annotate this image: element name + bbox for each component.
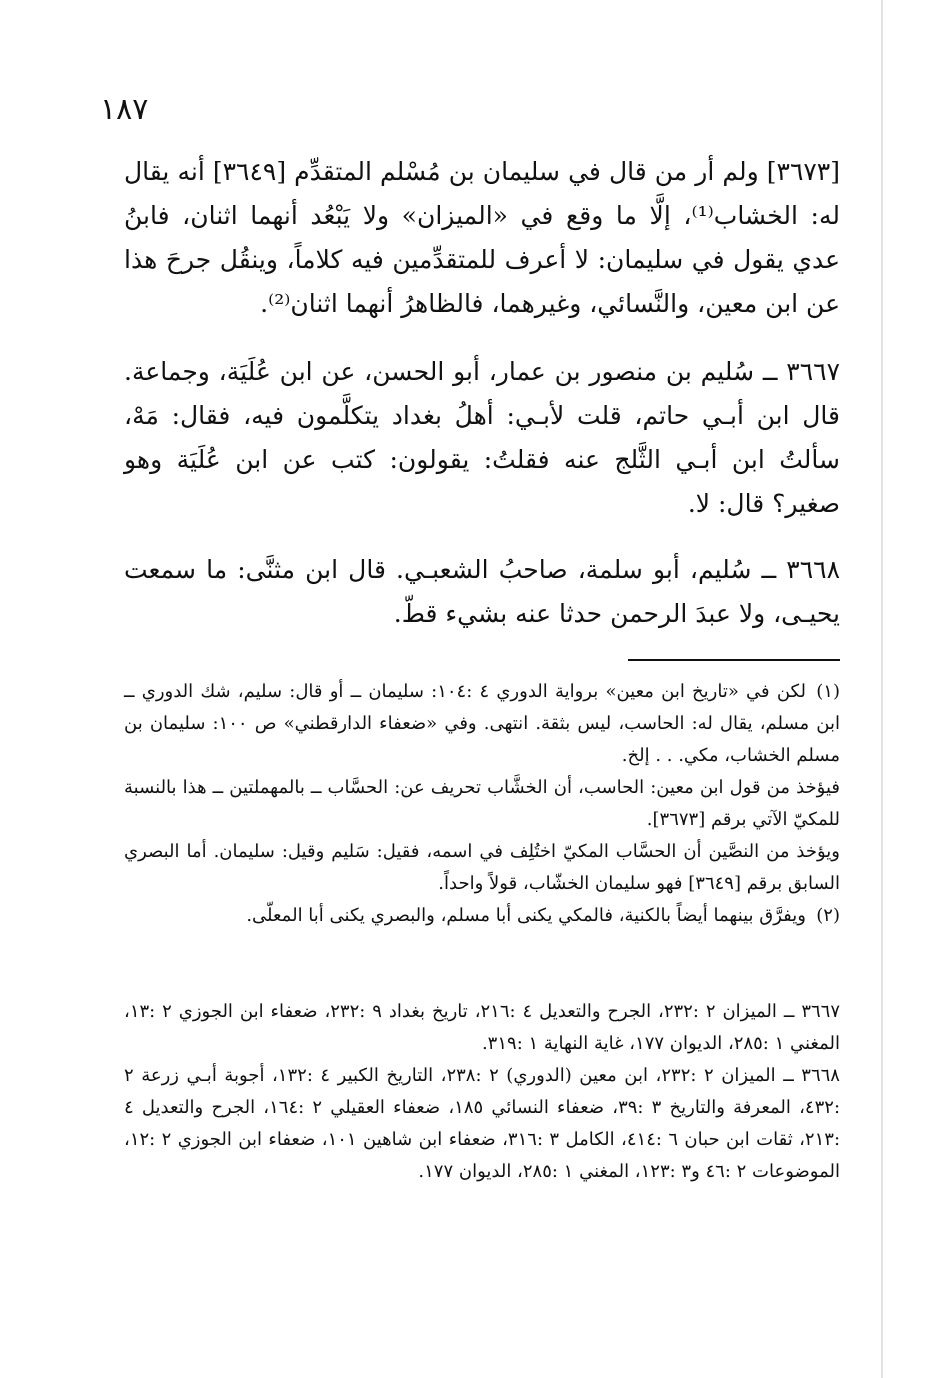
entry-paragraph: ٣٦٦٧ ــ سُليم بن منصور بن عمار، أبو الحسن، عن ابن عُلَيَة، وجماعة. قال ابن أبـي حاتم، قلت لأبـي: أهلُ بغداد يتكلَّمون فيه، فقال: مَهْ، سألتُ ابن أبـي الثَّلج عنه فقلتُ: يقولون: كتب عن ابن عُلَيَة وهو صغير؟ قال: لا.: [124, 357, 840, 518]
footnote-1-cont: فيؤخذ من قول ابن معين: الحاسب، أن الخشَّاب تحريف عن: الحسَّاب ــ بالمهملتين ــ هذا بالنسبة للمكيّ الآتي برقم [٣٦٧٣].: [124, 777, 840, 830]
footnote-text: ويفرَّق بينهما أيضاً بالكنية، فالمكي يكنى أبا مسلم، والبصري يكنى أبا المعلّى.: [246, 905, 806, 926]
source-3667: ٣٦٦٧ ــ الميزان ٢ :٢٣٢، الجرح والتعديل ٤ :٢١٦، تاريخ بغداد ٩ :٢٣٢، ضعفاء ابن الجوزي ٢ :١٣، المغني ١ :٢٨٥، الديوان ١٧٧، غاية النهاية ١ :٣١٩.: [124, 1001, 840, 1054]
main-entry-3667: [124, 350, 840, 526]
entry-paragraph: ٣٦٦٨ ــ سُليم، أبو سلمة، صاحبُ الشعبـي. قال ابن مثنَّى: ما سمعت يحيـى، ولا عبدَ الرحمن حدثا عنه بشيء قطّ.: [124, 555, 840, 628]
page-number: ١٨٧: [100, 92, 149, 127]
main-entry-3668: [124, 548, 840, 636]
footnote-1: [124, 676, 840, 772]
footnote-separator: [628, 659, 840, 661]
footnote-marker: (١): [816, 681, 840, 702]
sources-block: [124, 996, 840, 1188]
entry-paragraph: [٣٦٧٣] ولم أر من قال في سليمان بن مُسْلم المتقدِّم [٣٦٤٩] أنه يقال له: الخشاب⁽¹⁾، إلَّا ما وقع في «الميزان» ولا يَبْعُد أنهما اثنان، فابنُ عدي يقول في سليمان: لا أعرف للمتقدِّمين فيه كلاماً، وينقُل جرحَ هذا عن ابن معين، والنَّسائي، وغيرهما، فالظاهرُ أنهما اثنان⁽²⁾.: [124, 157, 841, 318]
main-entry-3673: [124, 150, 840, 326]
footnote-2: [124, 900, 840, 932]
footnote-text: لكن في «تاريخ ابن معين» برواية الدوري ٤ :١٠٤: سليمان ــ أو قال: سليم، شك الدوري ــ ابن مسلم، يقال له: الحاسب، ليس بثقة. انتهى. وفي «ضعفاء الدارقطني» ص ١٠٠: سليمان بن مسلم الخشاب، مكي. . . إلخ.: [124, 681, 840, 766]
footnote-1-cont2: ويؤخذ من النصَّين أن الحسَّاب المكيّ اختُلِف في اسمه، فقيل: سَليم وقيل: سليمان. أما البصري السابق برقم [٣٦٤٩] فهو سليمان الخشّاب، قولاً واحداً.: [124, 841, 840, 894]
footnote-marker: (٢): [816, 905, 840, 926]
source-3668: ٣٦٦٨ ــ الميزان ٢ :٢٣٢، ابن معين (الدوري) ٢ :٢٣٨، التاريخ الكبير ٤ :١٣٢، أجوبة أبـي زرعة ٢ :٤٣٢، المعرفة والتاريخ ٣ :٣٩، ضعفاء النسائي ١٨٥، ضعفاء العقيلي ٢ :١٦٤، الجرح والتعديل ٤ :٢١٣، ثقات ابن حبان ٦ :٤١٤، الكامل ٣ :٣١٦، ضعفاء ابن شاهين ١٠١، ضعفاء ابن الجوزي ٢ :١٢، الموضوعات ٢ :٤٦ و٣ :١٢٣، المغني ١ :٢٨٥، الديوان ١٧٧.: [124, 1065, 841, 1182]
page-edge-line: [881, 0, 883, 1378]
footnotes-block: [124, 676, 840, 932]
